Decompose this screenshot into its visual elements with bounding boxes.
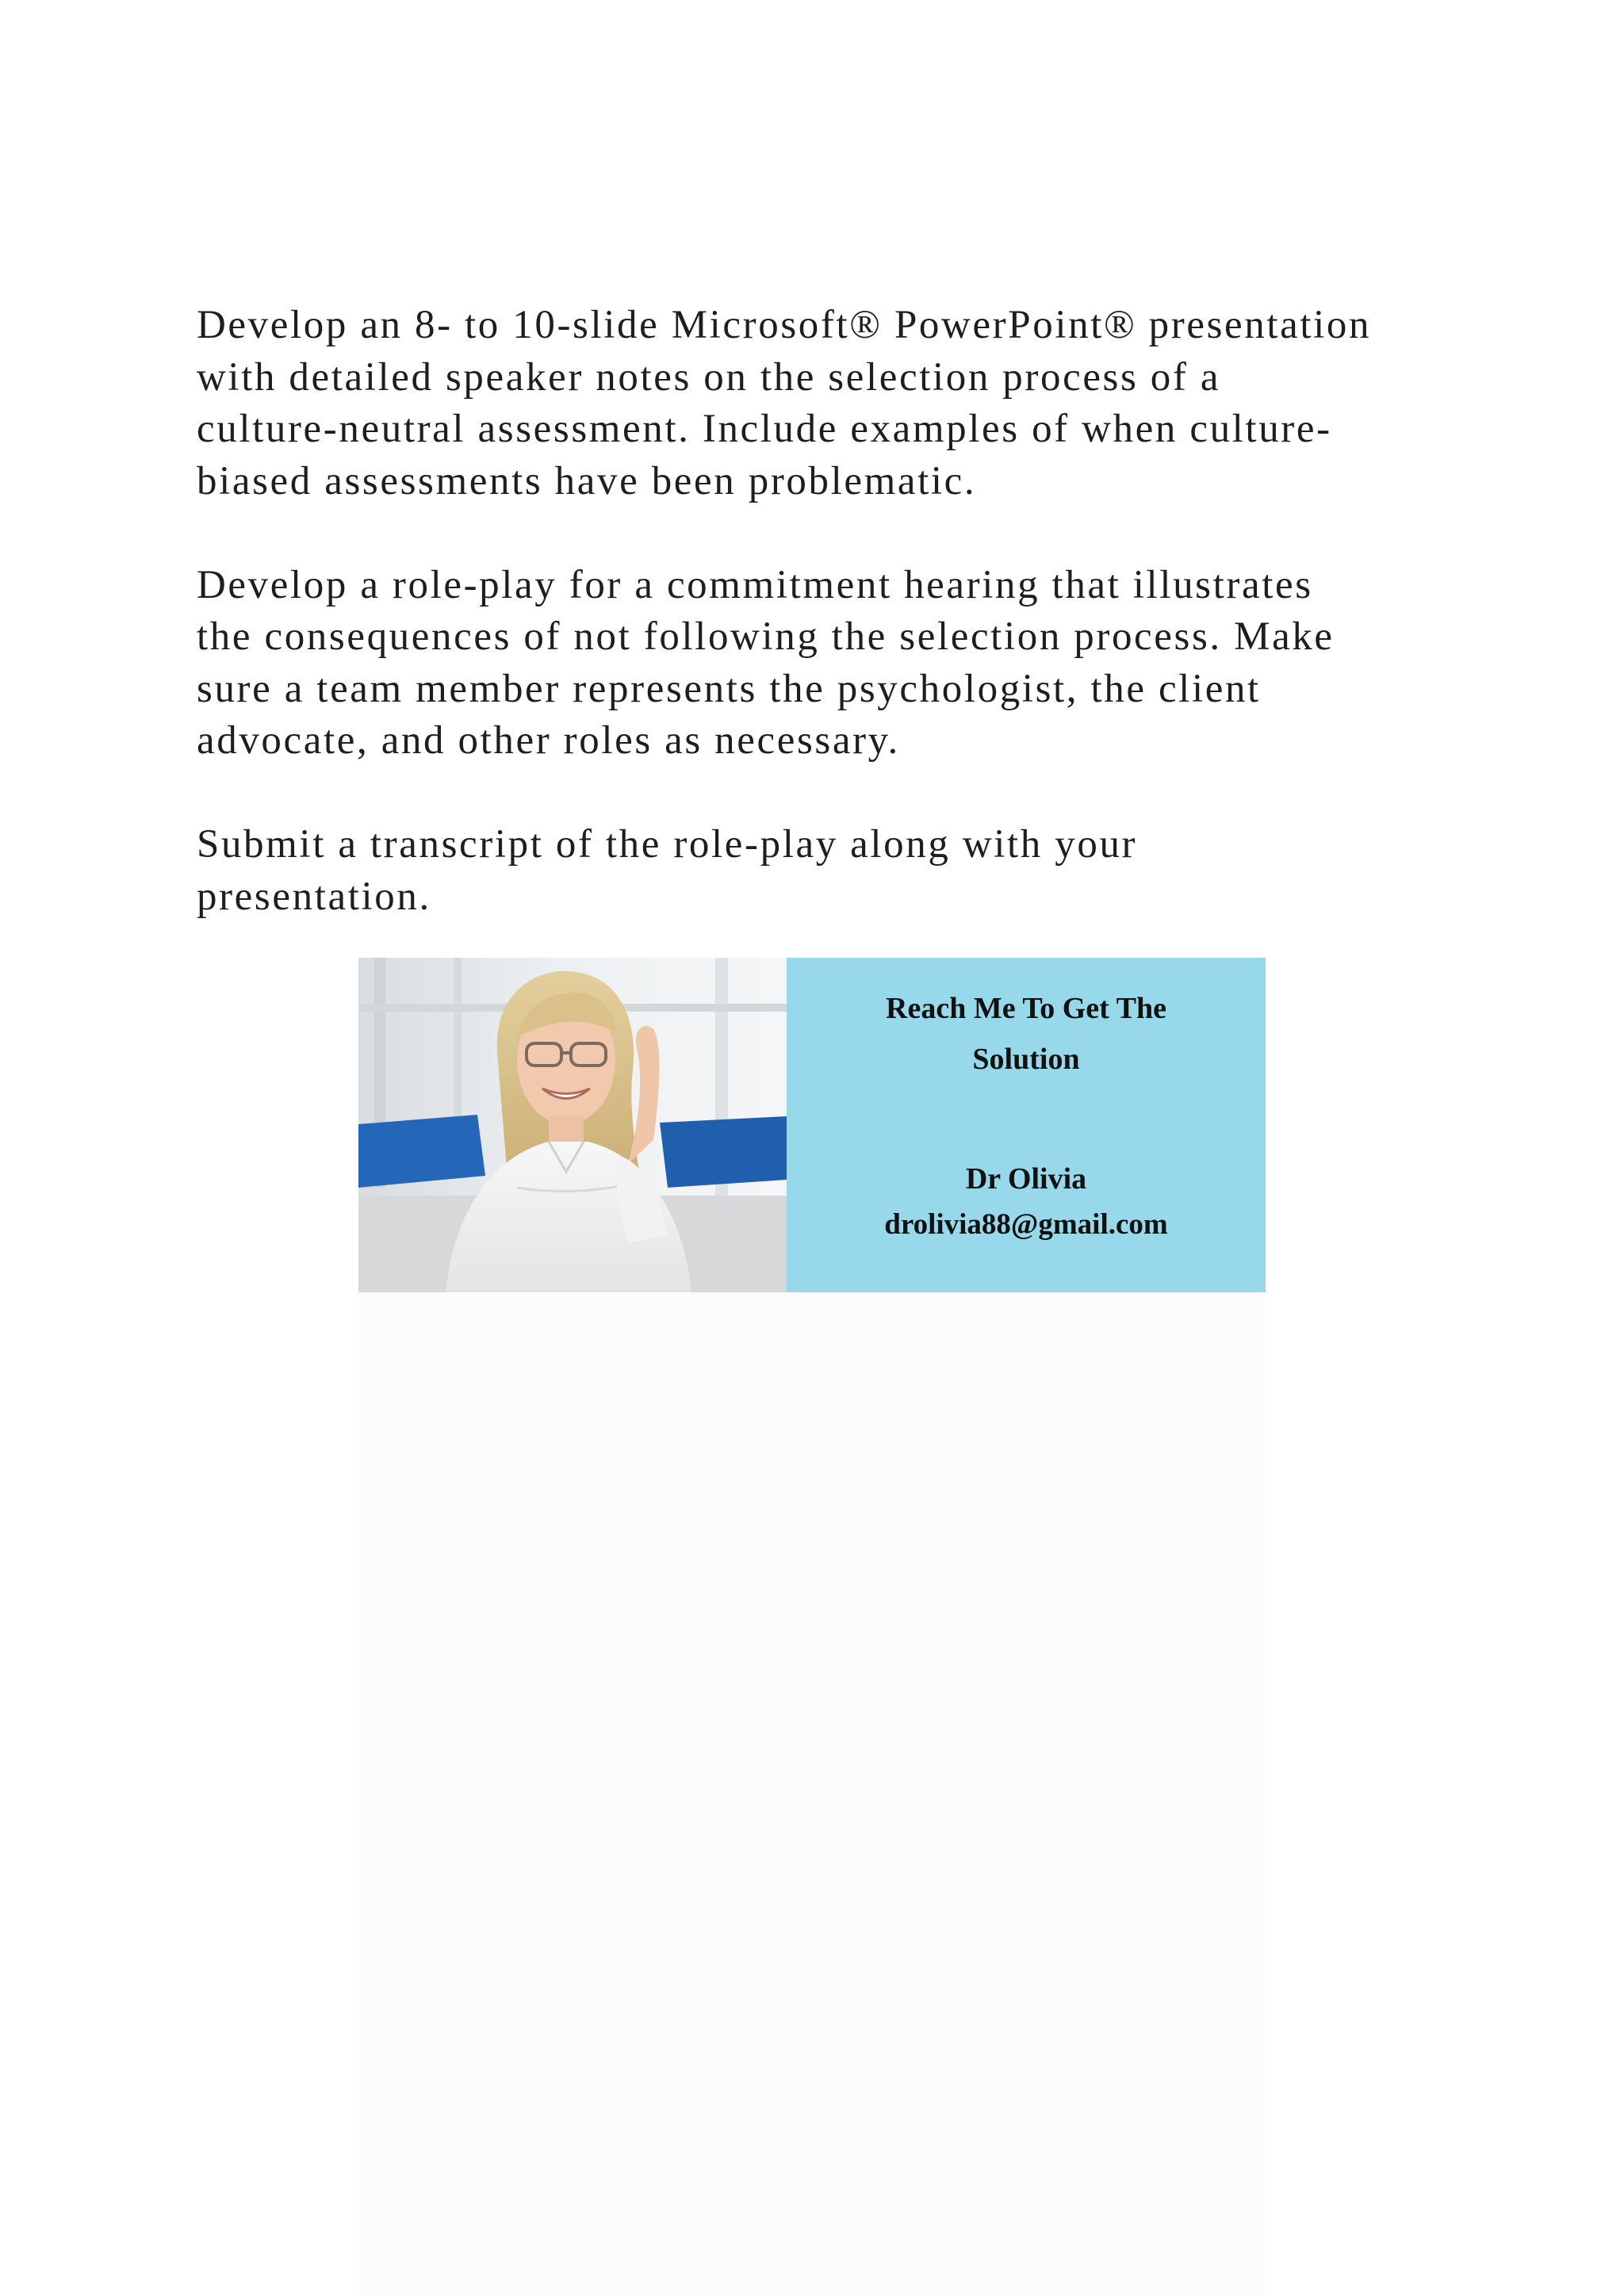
paragraph-line: Submit a transcript of the role-play along with your: [197, 822, 1138, 867]
woman-photo: [358, 958, 787, 1292]
paragraph-line: with detailed speaker notes on the selection process of a: [197, 354, 1221, 400]
contact-heading-line: Reach Me To Get The: [886, 992, 1166, 1025]
paragraph-line: the consequences of not following the selection process. Make: [197, 614, 1335, 659]
paragraph-line: culture-neutral assessment. Include examples of when culture-: [197, 407, 1332, 451]
paragraph-presentation: [197, 300, 1465, 507]
assignment-text: [197, 300, 1465, 923]
paragraph-submit: [197, 819, 1465, 923]
contact-heading: [787, 983, 1266, 1085]
contact-email[interactable]: drolivia88@gmail.com: [884, 1208, 1168, 1241]
contact-name: Dr Olivia: [965, 1162, 1087, 1196]
contact-info-box: [787, 958, 1266, 1292]
blank-content-area: [358, 1292, 1266, 2296]
paragraph-line: sure a team member represents the psychologist, the client: [197, 666, 1261, 711]
paragraph-line: biased assessments have been problematic.: [197, 458, 977, 503]
paragraph-role-play: [197, 560, 1465, 767]
paragraph-line: Develop an 8- to 10-slide Microsoft® PowerPoint® presentation: [197, 303, 1372, 347]
paragraph-line: presentation.: [197, 874, 431, 919]
paragraph-line: advocate, and other roles as necessary.: [197, 718, 900, 763]
contact-banner: [358, 958, 1266, 1292]
contact-heading-line: Solution: [972, 1043, 1080, 1076]
paragraph-line: Develop a role-play for a commitment hearing that illustrates: [197, 562, 1313, 607]
